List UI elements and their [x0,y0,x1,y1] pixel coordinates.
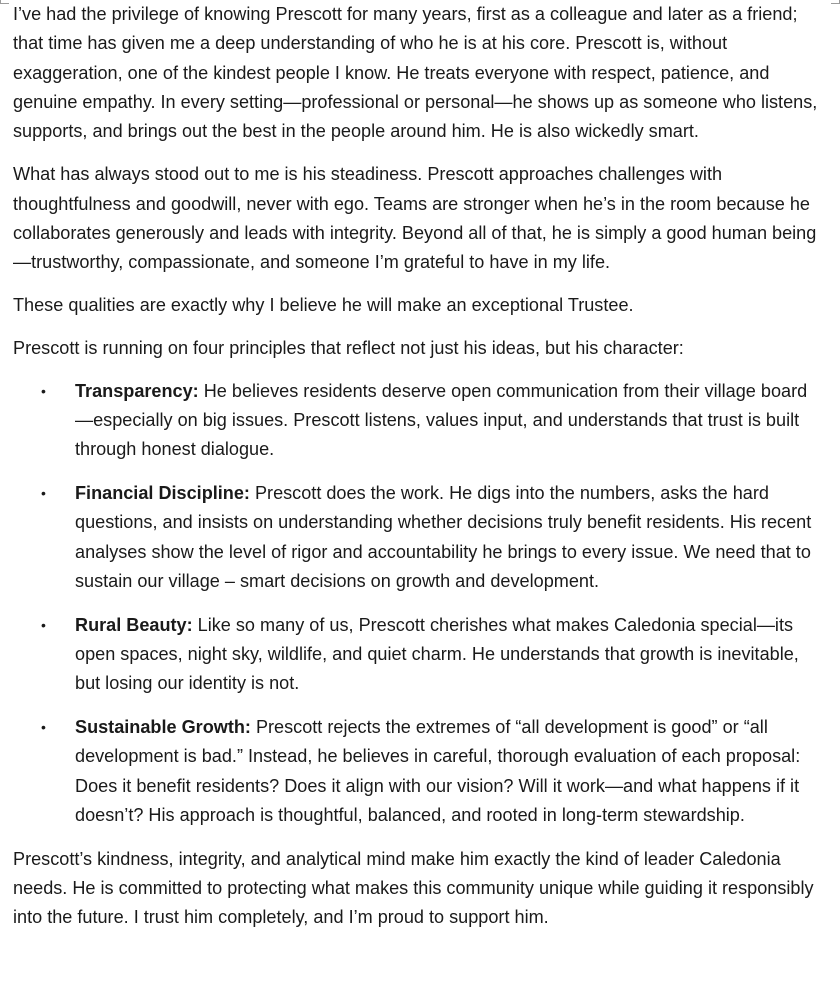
principle-title: Rural Beauty: [75,614,193,635]
paragraph-closing: Prescott’s kindness, integrity, and analytical mind make him exactly the kind of leader Caledonia needs. He is committed to protecting what makes this community unique while guiding it responsibly into the future. I trust him completely, and I’m proud to support him. [13,848,814,928]
bullet-icon: • [41,485,46,502]
principle-item-rural-beauty [13,611,825,699]
principles-list [13,377,825,831]
page-corner-mark-right [831,0,840,4]
principle-text: Like so many of us, Prescott cherishes what makes Caledonia special—its open spaces, night sky, wildlife, and quiet charm. He understands that growth is inevitable, but losing our identity is not. [75,614,799,694]
principle-item-sustainable-growth [13,713,825,830]
bullet-icon: • [41,719,46,736]
principle-text: Prescott does the work. He digs into the numbers, asks the hard questions, and insists on understanding whether decisions truly benefit residents. His recent analyses show the level of rigor and accountability he brings to every issue. We need that to sustain our village – smart decisions on growth and development. [75,483,812,592]
principle-item-financial-discipline [13,479,825,596]
page-corner-mark-left [0,0,9,4]
principle-title: Sustainable Growth: [75,717,251,738]
principle-text: He believes residents deserve open communication from their village board—especially on big issues. Prescott listens, values input, and understands that trust is built through honest dialogue. [75,380,808,460]
bullet-icon: • [41,382,46,399]
principle-item-transparency [13,377,825,465]
bullet-icon: • [41,616,46,633]
paragraph-principles-intro: Prescott is running on four principles that reflect not just his ideas, but his character: [13,337,684,358]
principle-text: Prescott rejects the extremes of “all development is good” or “all development is bad.” Instead, he believes in careful, thorough evaluation of each proposal: Does it benefit residents? Does it align with our vision? Will it work—and what happens if it doesn’t? His approach is thoughtful, balanced, and rooted in long-term stewardship. [75,717,801,826]
paragraph-steadiness: What has always stood out to me is his steadiness. Prescott approaches challenges with thoughtfulness and goodwill, never with ego. Teams are stronger when he’s in the room because he collaborates generously and leads with integrity. Beyond all of that, he is simply a good human being—trustworthy, compassionate, and someone I’m grateful to have in my life. [13,164,817,273]
letter-body [13,0,825,946]
principle-title: Financial Discipline: [75,483,250,504]
paragraph-trustee: These qualities are exactly why I believe he will make an exceptional Trustee. [13,295,634,316]
principle-title: Transparency: [75,380,199,401]
paragraph-intro: I’ve had the privilege of knowing Prescott for many years, first as a colleague and later as a friend; that time has given me a deep understanding of who he is at his core. Prescott is, without exaggeration, one of the kindest people I know. He treats everyone with respect, patience, and genuine empathy. In every setting—professional or personal—he shows up as someone who listens, supports, and brings out the best in the people around him. He is also wickedly smart. [13,4,818,142]
